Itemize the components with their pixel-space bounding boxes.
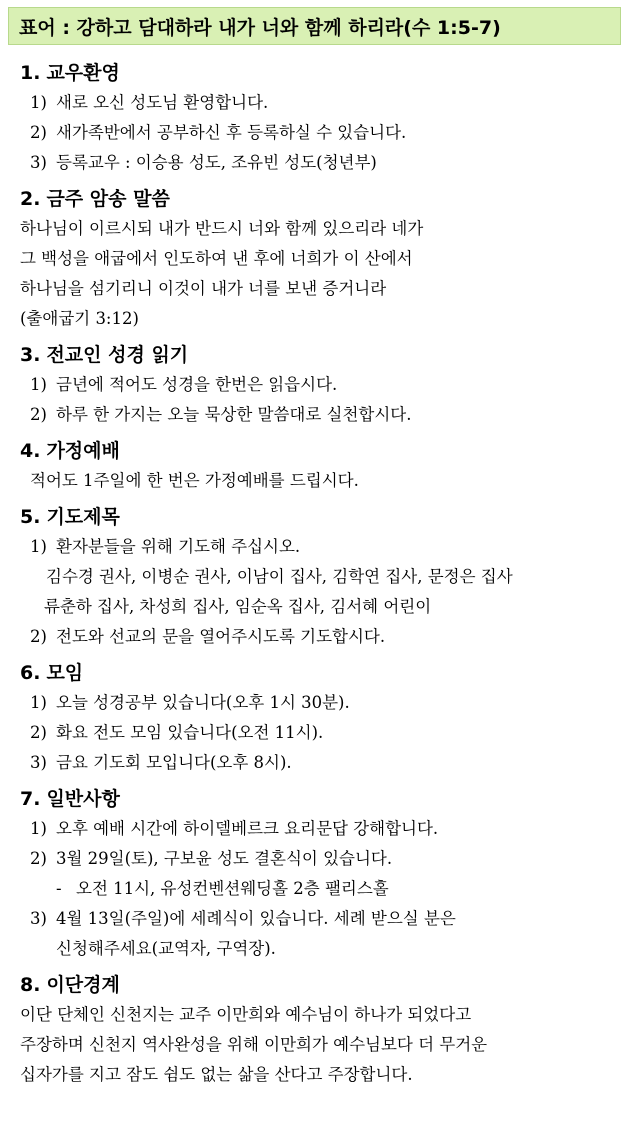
section-family-worship	[0, 436, 629, 496]
list-item: 2) 화요 전도 모임 있습니다(오전 11시).	[30, 723, 324, 742]
verse-line: 하나님을 섬기리니 이것이 내가 너를 보낸 증거니라	[20, 279, 387, 298]
prayer-names: 류춘하 집사, 차성희 집사, 임순옥 집사, 김서혜 어린이	[44, 597, 432, 616]
section-welcome	[0, 58, 629, 178]
section-prayer	[0, 502, 629, 652]
section-body: 적어도 1주일에 한 번은 가정예배를 드립시다.	[30, 471, 359, 490]
wedding-detail: - 오전 11시, 유성컨벤션웨딩홀 2층 팰리스홀	[56, 879, 389, 898]
list-item: 3) 금요 기도회 모입니다(오후 8시).	[30, 753, 292, 772]
list-item: 3) 4월 13일(주일)에 세례식이 있습니다. 세례 받으실 분은	[30, 909, 456, 928]
section-title: 1. 교우환영	[20, 62, 120, 84]
list-item: 1) 오늘 성경공부 있습니다(오후 1시 30분).	[30, 693, 350, 712]
list-item: 1) 오후 예배 시간에 하이델베르크 요리문답 강해합니다.	[30, 819, 439, 838]
verse-reference: (출애굽기 3:12)	[20, 309, 139, 328]
verse-line: 그 백성을 애굽에서 인도하여 낸 후에 너희가 이 산에서	[20, 249, 413, 268]
prayer-names: 김수경 권사, 이병순 권사, 이남이 집사, 김학연 집사, 문정은 집사	[46, 567, 513, 586]
bulletin-content	[0, 58, 629, 1096]
section-memory-verse	[0, 184, 629, 334]
list-item: 3) 등록교우 : 이승용 성도, 조유빈 성도(청년부)	[30, 153, 377, 172]
list-item: 2) 하루 한 가지는 오늘 묵상한 말씀대로 실천합시다.	[30, 405, 412, 424]
warning-line: 이단 단체인 신천지는 교주 이만희와 예수님이 하나가 되었다고	[20, 1005, 472, 1024]
section-bible-reading	[0, 340, 629, 430]
list-item: 1) 환자분들을 위해 기도해 주십시오.	[30, 537, 301, 556]
motto-text: 표어 : 강하고 담대하라 내가 너와 함께 하리라(수 1:5-7)	[19, 16, 501, 39]
section-title: 4. 가정예배	[20, 440, 120, 462]
section-title: 3. 전교인 성경 읽기	[20, 344, 189, 366]
list-item: 1) 금년에 적어도 성경을 한번은 읽읍시다.	[30, 375, 338, 394]
section-title: 7. 일반사항	[20, 788, 120, 810]
baptism-continuation: 신청해주세요(교역자, 구역장).	[56, 939, 276, 958]
list-item: 2) 새가족반에서 공부하신 후 등록하실 수 있습니다.	[30, 123, 407, 142]
section-title: 8. 이단경계	[20, 974, 120, 996]
section-title: 6. 모임	[20, 662, 84, 684]
list-item: 2) 3월 29일(토), 구보윤 성도 결혼식이 있습니다.	[30, 849, 393, 868]
list-item: 2) 전도와 선교의 문을 열어주시도록 기도합시다.	[30, 627, 386, 646]
section-title: 2. 금주 암송 말씀	[20, 188, 170, 210]
section-meetings	[0, 658, 629, 778]
list-item: 1) 새로 오신 성도님 환영합니다.	[30, 93, 269, 112]
warning-line: 십자가를 지고 잠도 쉼도 없는 삶을 산다고 주장합니다.	[20, 1065, 413, 1084]
warning-line: 주장하며 신천지 역사완성을 위해 이만희가 예수님보다 더 무거운	[20, 1035, 488, 1054]
section-title: 5. 기도제목	[20, 506, 120, 528]
section-heresy-warning	[0, 970, 629, 1090]
motto-banner	[8, 7, 621, 45]
verse-line: 하나님이 이르시되 내가 반드시 너와 함께 있으리라 네가	[20, 219, 424, 238]
section-general-notices	[0, 784, 629, 964]
